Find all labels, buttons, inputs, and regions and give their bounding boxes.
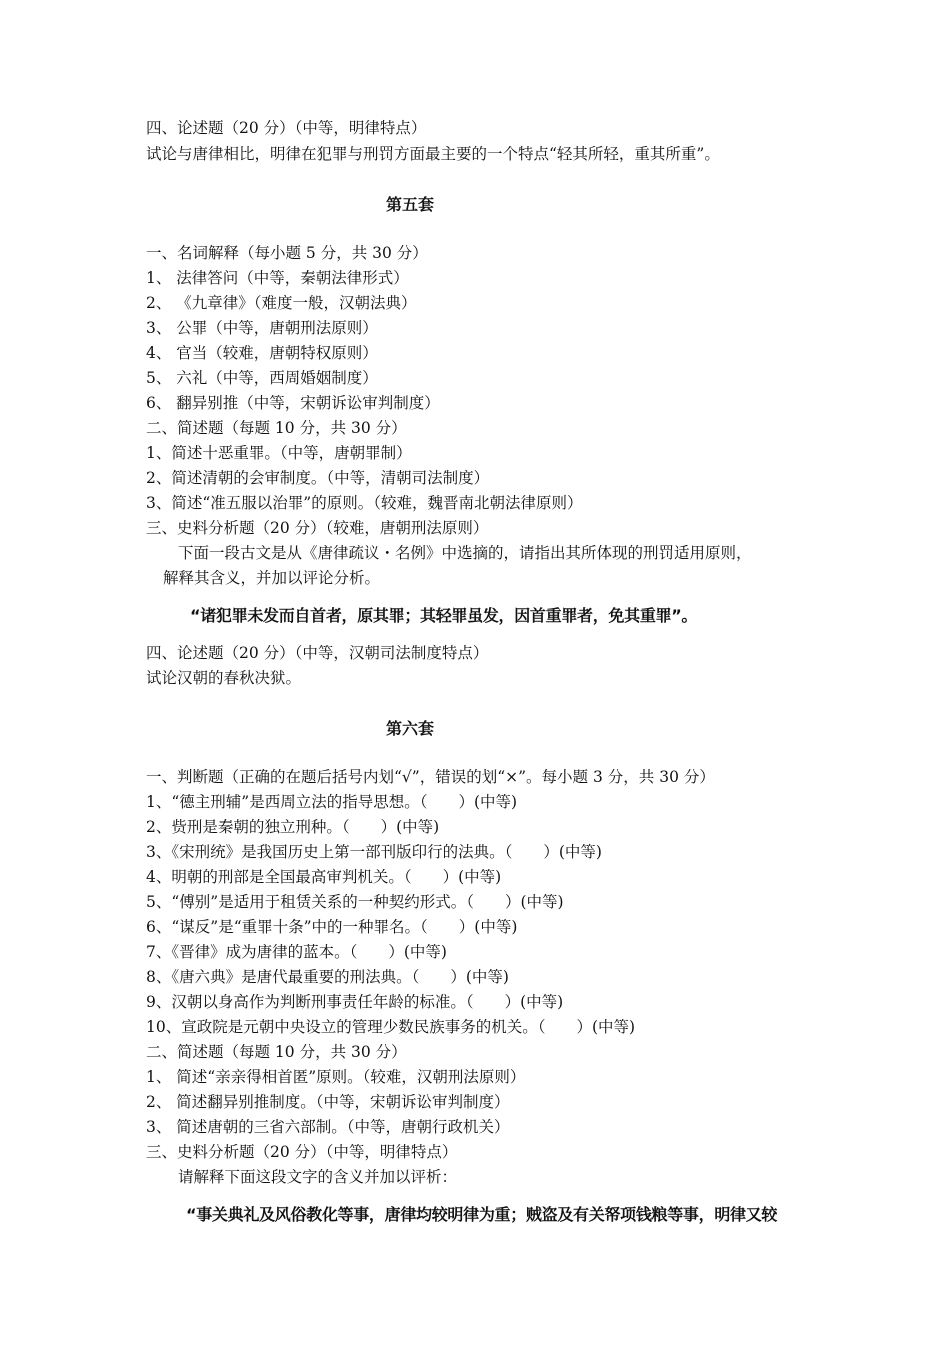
- list-item: 3、 简述唐朝的三省六部制。（中等，唐朝行政机关）: [146, 1118, 510, 1136]
- list-item: 9、汉朝以身高作为判断刑事责任年龄的标准。（ ）(中等): [146, 993, 564, 1011]
- section-heading: 三、史料分析题（20 分）（较难，唐朝刑法原则）: [146, 519, 489, 537]
- section-heading: 三、史料分析题（20 分）（中等，明律特点）: [146, 1143, 458, 1161]
- list-item: 2、赀刑是秦朝的独立刑种。（ ）(中等): [146, 818, 440, 836]
- list-item: 4、 官当（较难，唐朝特权原则）: [146, 344, 378, 362]
- list-item: 6、 翻异别推（中等，宋朝诉讼审判制度）: [146, 394, 440, 412]
- list-item: 1、 法律答问（中等，秦朝法律形式）: [146, 269, 409, 287]
- list-item: 3、简述“准五服以治罪”的原则。（较难，魏晋南北朝法律原则）: [146, 494, 583, 512]
- set-title: 第五套: [385, 195, 434, 214]
- list-item: 3、 公罪（中等，唐朝刑法原则）: [146, 319, 378, 337]
- question-text: 试论与唐律相比，明律在犯罪与刑罚方面最主要的一个特点“轻其所轻，重其所重”。: [146, 145, 720, 163]
- list-item: 1、简述十恶重罪。（中等，唐朝罪制）: [146, 444, 412, 462]
- paragraph-text: 请解释下面这段文字的含义并加以评析：: [178, 1168, 458, 1186]
- section-heading: 二、简述题（每题 10 分，共 30 分）: [146, 419, 407, 437]
- paragraph-text: 下面一段古文是从《唐律疏议・名例》中选摘的，请指出其所体现的刑罚适用原则，: [178, 544, 752, 562]
- quoted-passage: “诸犯罪未发而自首者，原其罪；其轻罪虽发，因首重罪者，免其重罪”。: [190, 606, 698, 625]
- section-heading: 二、简述题（每题 10 分，共 30 分）: [146, 1043, 407, 1061]
- list-item: 2、 《九章律》（难度一般，汉朝法典）: [146, 294, 417, 312]
- list-item: 5、 六礼（中等，西周婚姻制度）: [146, 369, 378, 387]
- paragraph-text: 解释其含义，并加以评论分析。: [163, 569, 381, 587]
- section-heading: 四、论述题（20 分）（中等，明律特点）: [146, 119, 427, 137]
- list-item: 5、“傅别”是适用于租赁关系的一种契约形式。（ ）(中等): [146, 893, 564, 911]
- list-item: 10、宣政院是元朝中央设立的管理少数民族事务的机关。（ ）(中等): [146, 1018, 636, 1036]
- list-item: 3、《宋刑统》是我国历史上第一部刊版印行的法典。（ ）(中等): [146, 843, 602, 861]
- section-heading: 四、论述题（20 分）（中等，汉朝司法制度特点）: [146, 644, 489, 662]
- list-item: 8、《唐六典》是唐代最重要的刑法典。（ ）(中等): [146, 968, 509, 986]
- section-heading: 一、名词解释（每小题 5 分，共 30 分）: [146, 244, 428, 262]
- list-item: 2、 简述翻异别推制度。（中等，宋朝诉讼审判制度）: [146, 1093, 510, 1111]
- list-item: 1、“德主刑辅”是西周立法的指导思想。（ ）(中等): [146, 793, 518, 811]
- set-title: 第六套: [385, 719, 434, 738]
- list-item: 7、《晋律》成为唐律的蓝本。（ ）(中等): [146, 943, 447, 961]
- list-item: 4、明朝的刑部是全国最高审判机关。（ ）(中等): [146, 868, 502, 886]
- question-text: 试论汉朝的春秋决狱。: [146, 669, 302, 687]
- quoted-passage: “事关典礼及风俗教化等事，唐律均较明律为重；贼盗及有关帑项钱粮等事，明律又较: [186, 1205, 778, 1224]
- list-item: 6、“谋反”是“重罪十条”中的一种罪名。（ ）(中等): [146, 918, 518, 936]
- list-item: 2、简述清朝的会审制度。（中等，清朝司法制度）: [146, 469, 490, 487]
- section-heading: 一、判断题（正确的在题后括号内划“√”，错误的划“×”。每小题 3 分，共 30 分）: [146, 768, 715, 786]
- list-item: 1、 简述“亲亲得相首匿”原则。（较难，汉朝刑法原则）: [146, 1068, 526, 1086]
